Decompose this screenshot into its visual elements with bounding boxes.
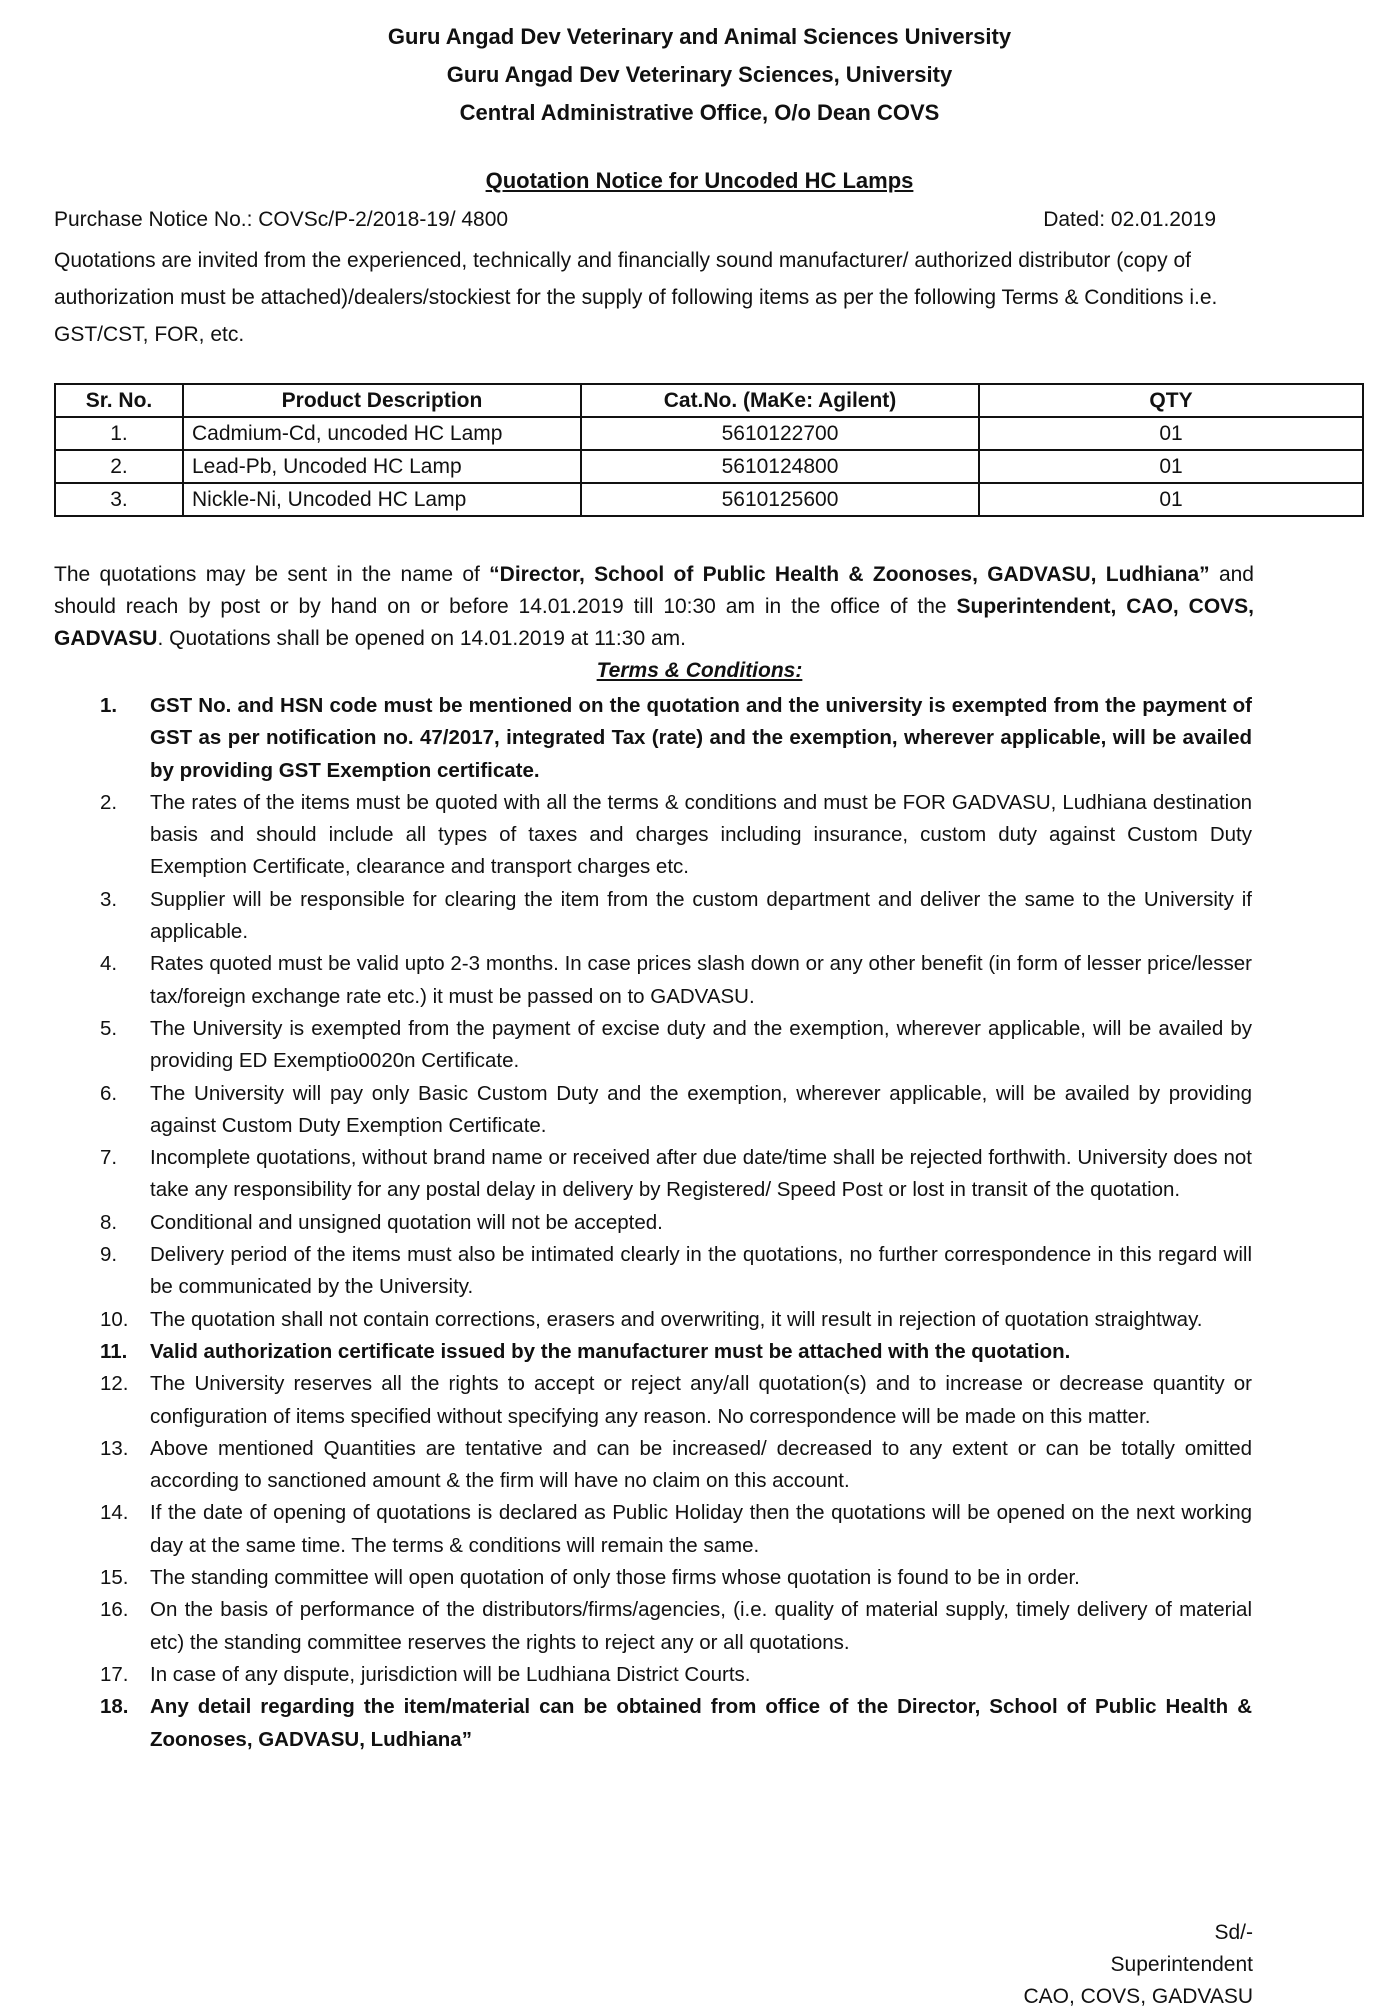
- term-number: 9.: [100, 1243, 118, 1267]
- term-number: 17.: [100, 1662, 129, 1686]
- list-item: [100, 948, 1252, 1013]
- term-number: 15.: [100, 1566, 129, 1590]
- list-item: [100, 1013, 1252, 1078]
- term-number: 8.: [100, 1210, 118, 1234]
- row-srno: 3.: [55, 483, 183, 516]
- terms-list: [100, 690, 1252, 1756]
- term-number: 13.: [100, 1436, 129, 1460]
- list-item: [100, 1207, 1252, 1239]
- row-srno: 2.: [55, 450, 183, 483]
- term-text: On the basis of performance of the distributors/firms/agencies, (i.e. quality of material supply, timely delivery of material etc) the standing committee reserves the rights to reject any or all quotations.: [150, 1598, 1252, 1654]
- submission-text-2: and should reach by post or by hand on or before 14.01.2019 till 10:30 am in the office of the: [54, 563, 1254, 618]
- term-number: 2.: [100, 790, 118, 814]
- list-item: [100, 1433, 1252, 1498]
- term-number: 7.: [100, 1146, 118, 1170]
- term-text: If the date of opening of quotations is declared as Public Holiday then the quotations will be opened on the next working day at the same time. The terms & conditions will remain the same.: [150, 1501, 1252, 1557]
- row-description: Lead-Pb, Uncoded HC Lamp: [183, 450, 581, 483]
- term-text: Supplier will be responsible for clearing the item from the custom department and deliver the same to the University if applicable.: [150, 887, 1252, 944]
- submission-paragraph: [54, 559, 1254, 655]
- header-university-name: Guru Angad Dev Veterinary and Animal Sciences University: [387, 24, 1012, 49]
- signature-office: CAO, COVS, GADVASU: [1023, 1985, 1253, 2008]
- submission-addressee: “Director, School of Public Health & Zoonoses, GADVASU, Ludhiana”: [489, 563, 1210, 586]
- signature-block: [1024, 1917, 1254, 2013]
- term-number: 10.: [100, 1307, 129, 1331]
- term-text: The rates of the items must be quoted with all the terms & conditions and must be FOR GADVASU, Ludhiana destination basis and should include all types of taxes and charges including insurance, custom duty against Custom Duty Exemption Certificate, clearance and transport charges etc.: [150, 790, 1252, 879]
- row-qty: 01: [979, 483, 1363, 516]
- list-item: [100, 1368, 1252, 1433]
- row-catno: 5610124800: [581, 450, 979, 483]
- list-item: [100, 884, 1252, 949]
- items-table: [54, 383, 1364, 517]
- term-text: The University reserves all the rights to accept or reject any/all quotation(s) and to increase or decrease quantity or configuration of items specified without specifying any reason. No correspondence will be made on this matter.: [150, 1372, 1252, 1428]
- row-description: Cadmium-Cd, uncoded HC Lamp: [183, 417, 581, 450]
- list-item: [100, 1497, 1252, 1562]
- list-item: [100, 1078, 1252, 1143]
- purchase-notice-number: Purchase Notice No.: COVSc/P-2/2018-19/ 4800: [54, 208, 509, 231]
- row-qty: 01: [979, 450, 1363, 483]
- document-header: [0, 18, 1399, 132]
- row-description: Nickle-Ni, Uncoded HC Lamp: [183, 483, 581, 516]
- table-header-description: Product Description: [183, 384, 581, 417]
- submission-text-3: . Quotations shall be opened on 14.01.2019 at 11:30 am.: [157, 627, 686, 650]
- list-item: [100, 1594, 1252, 1659]
- term-text: Valid authorization certificate issued by the manufacturer must be attached with the quotation.: [150, 1339, 1071, 1363]
- intro-paragraph: Quotations are invited from the experienced, technically and financially sound manufacturer/ authorized distributor (copy of authorization must be attached)/dealers/stockiest for the supply of following items as per the following Terms & Conditions i.e. GST/CST, FOR, etc.: [54, 249, 1218, 346]
- table-row: [55, 483, 1363, 516]
- table-header-qty: QTY: [979, 384, 1363, 417]
- term-text: The University is exempted from the payment of excise duty and the exemption, wherever applicable, will be availed by providing ED Exemptio0020n Certificate.: [150, 1016, 1252, 1073]
- notice-date: Dated: 02.01.2019: [1043, 208, 1216, 231]
- term-text: Any detail regarding the item/material can be obtained from office of the Director, School of Public Health & Zoonoses, GADVASU, Ludhiana”: [150, 1695, 1252, 1751]
- submission-office: Superintendent, CAO, COVS, GADVASU: [54, 595, 1254, 650]
- term-number: 6.: [100, 1081, 118, 1105]
- term-text: The standing committee will open quotation of only those firms whose quotation is found to be in order.: [150, 1566, 1080, 1590]
- signature-sd: Sd/-: [1214, 1921, 1253, 1944]
- terms-title: Terms & Conditions:: [596, 659, 803, 682]
- list-item: [100, 690, 1252, 787]
- term-number: 3.: [100, 887, 118, 911]
- list-item: [100, 1659, 1252, 1691]
- submission-text-1: The quotations may be sent in the name of: [54, 563, 490, 586]
- term-text: In case of any dispute, jurisdiction will be Ludhiana District Courts.: [150, 1662, 751, 1686]
- header-office-name: Central Administrative Office, O/o Dean COVS: [459, 100, 940, 125]
- term-number: 18.: [100, 1695, 129, 1719]
- term-number: 14.: [100, 1501, 129, 1525]
- term-text: Above mentioned Quantities are tentative and can be increased/ decreased to any extent or can be totally omitted according to sanctioned amount & the firm will have no claim on this account.: [150, 1436, 1252, 1493]
- term-text: GST No. and HSN code must be mentioned on the quotation and the university is exempted from the payment of GST as per notification no. 47/2017, integrated Tax (rate) and the exemption, wherever applicable, will be availed by providing GST Exemption certificate.: [150, 694, 1252, 782]
- table-header-row: [55, 384, 1363, 417]
- list-item: [100, 1562, 1252, 1594]
- table-row: [55, 417, 1363, 450]
- row-srno: 1.: [55, 417, 183, 450]
- list-item: [100, 1304, 1252, 1336]
- term-text: The University will pay only Basic Custom Duty and the exemption, wherever applicable, will be availed by providing against Custom Duty Exemption Certificate.: [150, 1081, 1252, 1137]
- table-header-catno: Cat.No. (MaKe: Agilent): [581, 384, 979, 417]
- row-catno: 5610125600: [581, 483, 979, 516]
- list-item: [100, 787, 1252, 884]
- notice-title: Quotation Notice for Uncoded HC Lamps: [485, 168, 914, 193]
- term-number: 1.: [100, 694, 118, 717]
- row-qty: 01: [979, 417, 1363, 450]
- table-row: [55, 450, 1363, 483]
- term-number: 5.: [100, 1016, 118, 1040]
- list-item: [100, 1336, 1252, 1368]
- row-catno: 5610122700: [581, 417, 979, 450]
- term-text: Rates quoted must be valid upto 2-3 months. In case prices slash down or any other benefit (in form of lesser price/lesser tax/foreign exchange rate etc.) it must be passed on to GADVASU.: [150, 952, 1252, 1008]
- term-number: 12.: [100, 1372, 129, 1396]
- term-text: Conditional and unsigned quotation will not be accepted.: [150, 1210, 663, 1234]
- signature-title: Superintendent: [1110, 1953, 1253, 1976]
- table-header-srno: Sr. No.: [55, 384, 183, 417]
- list-item: [100, 1239, 1252, 1304]
- term-number: 4.: [100, 952, 118, 976]
- term-text: Delivery period of the items must also be intimated clearly in the quotations, no further correspondence in this regard will be communicated by the University.: [150, 1243, 1252, 1299]
- term-number: 16.: [100, 1598, 129, 1622]
- header-college-name: Guru Angad Dev Veterinary Sciences, University: [446, 62, 953, 87]
- term-text: The quotation shall not contain corrections, erasers and overwriting, it will result in rejection of quotation straightway.: [150, 1307, 1203, 1331]
- term-text: Incomplete quotations, without brand name or received after due date/time shall be rejected forthwith. University does not take any responsibility for any postal delay in delivery by Registered/ Speed Post or lost in transit of the quotation.: [150, 1146, 1252, 1202]
- term-number: 11.: [100, 1339, 128, 1363]
- list-item: [100, 1691, 1252, 1756]
- list-item: [100, 1142, 1252, 1207]
